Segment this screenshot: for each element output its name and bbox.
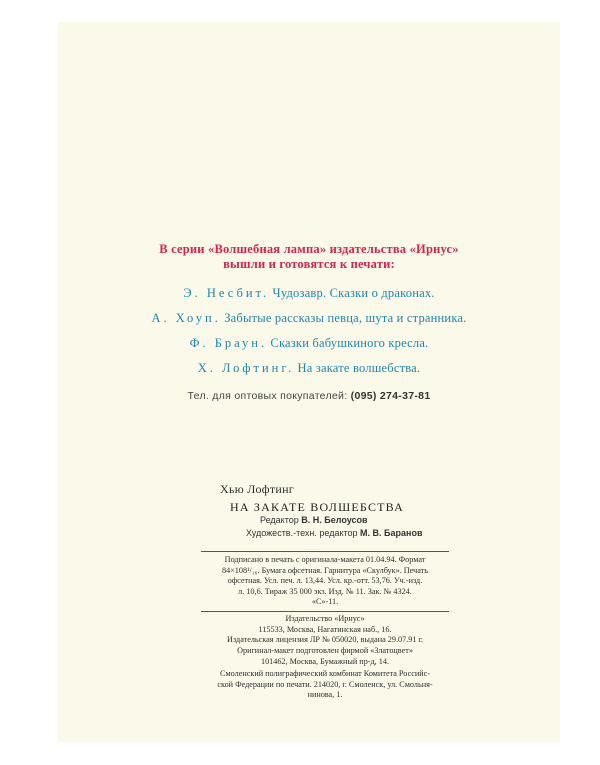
phone-number: (095) 274-37-81 — [350, 390, 431, 402]
book-title: Забытые рассказы певца, шута и странника. — [224, 311, 467, 325]
printer-line: нинова, 1. — [307, 690, 343, 699]
editor-name: В. Н. Белоусов — [301, 515, 368, 525]
book-author: А. Хоуп. — [151, 311, 221, 325]
tech-editor-label: Художеств.-техн. редактор — [246, 528, 358, 538]
printer-info — [201, 669, 449, 701]
divider — [201, 611, 449, 612]
book-author: Х. Лофтинг. — [197, 361, 295, 375]
print-spec-line: «С»-11. — [311, 597, 339, 606]
series-announcement-line2: вышли и готовятся к печати: — [223, 257, 395, 271]
book-author: Ф. Браун. — [189, 336, 268, 350]
print-spec-line: 84×108¹/₁₆. Бумага офсетная. Гарнитура «Скулбук». Печать — [221, 565, 429, 575]
publisher-line: Издательская лицензия ЛР № 050020, выдана 29.07.91 г. — [227, 635, 423, 644]
layout-firm-info — [201, 646, 449, 667]
editor-line — [246, 514, 486, 527]
print-specs — [201, 555, 449, 608]
book-entry-2 — [58, 311, 560, 326]
printer-line: ской Федерации по печати. 214020, г. Смоленск, ул. Смольня- — [217, 679, 433, 689]
book-entry-1 — [58, 286, 560, 301]
book-title: Сказки бабушкиного кресла. — [270, 336, 429, 350]
publisher-line: 115533, Москва, Нагатинская наб., 16. — [258, 624, 392, 634]
series-announcement-line1: В серии «Волшебная лампа» издательства «Ирнус» — [159, 242, 459, 256]
book-author-name: Хью Лофтинг — [220, 482, 295, 496]
book-entry-4 — [58, 361, 560, 376]
tech-editor-name: М. В. Баранов — [360, 528, 423, 538]
print-spec-line: офсетная. Усл. печ. л. 13,44. Усл. кр.-отт. 53,76. Уч.-изд. — [227, 576, 423, 585]
publisher-info — [201, 614, 449, 646]
print-spec-line: л. 10,6. Тираж 35 000 экз. Изд. № 11. Зак. № 4324. — [238, 586, 412, 596]
tech-editor-line — [246, 527, 486, 540]
book-author: Э. Несбит. — [183, 286, 270, 300]
publisher-line: Издательство «Ирнус» — [285, 614, 365, 623]
book-title: На закате волшебства. — [297, 361, 421, 375]
credits — [246, 514, 486, 540]
book-title: Чудозавр. Сказки о драконах. — [272, 286, 435, 300]
phone-label: Тел. для оптовых покупателей: — [187, 390, 348, 402]
editor-label: Редактор — [260, 515, 299, 525]
book-page — [58, 22, 560, 742]
layout-firm-line: 101462, Москва, Бумажный пр-д, 14. — [260, 656, 390, 666]
printer-line: Смоленский полиграфический комбинат Комитета Российс- — [220, 669, 430, 678]
book-title-heading: НА ЗАКАТЕ ВОЛШЕБСТВА — [230, 500, 404, 514]
layout-firm-line: Оригинал-макет подготовлен фирмой «Златоцвет» — [237, 646, 413, 655]
print-spec-line: Подписано в печать с оригинала-макета 01.04.94. Формат — [224, 555, 426, 564]
divider — [201, 551, 449, 552]
wholesale-phone — [58, 390, 560, 402]
book-entry-3 — [58, 336, 560, 351]
